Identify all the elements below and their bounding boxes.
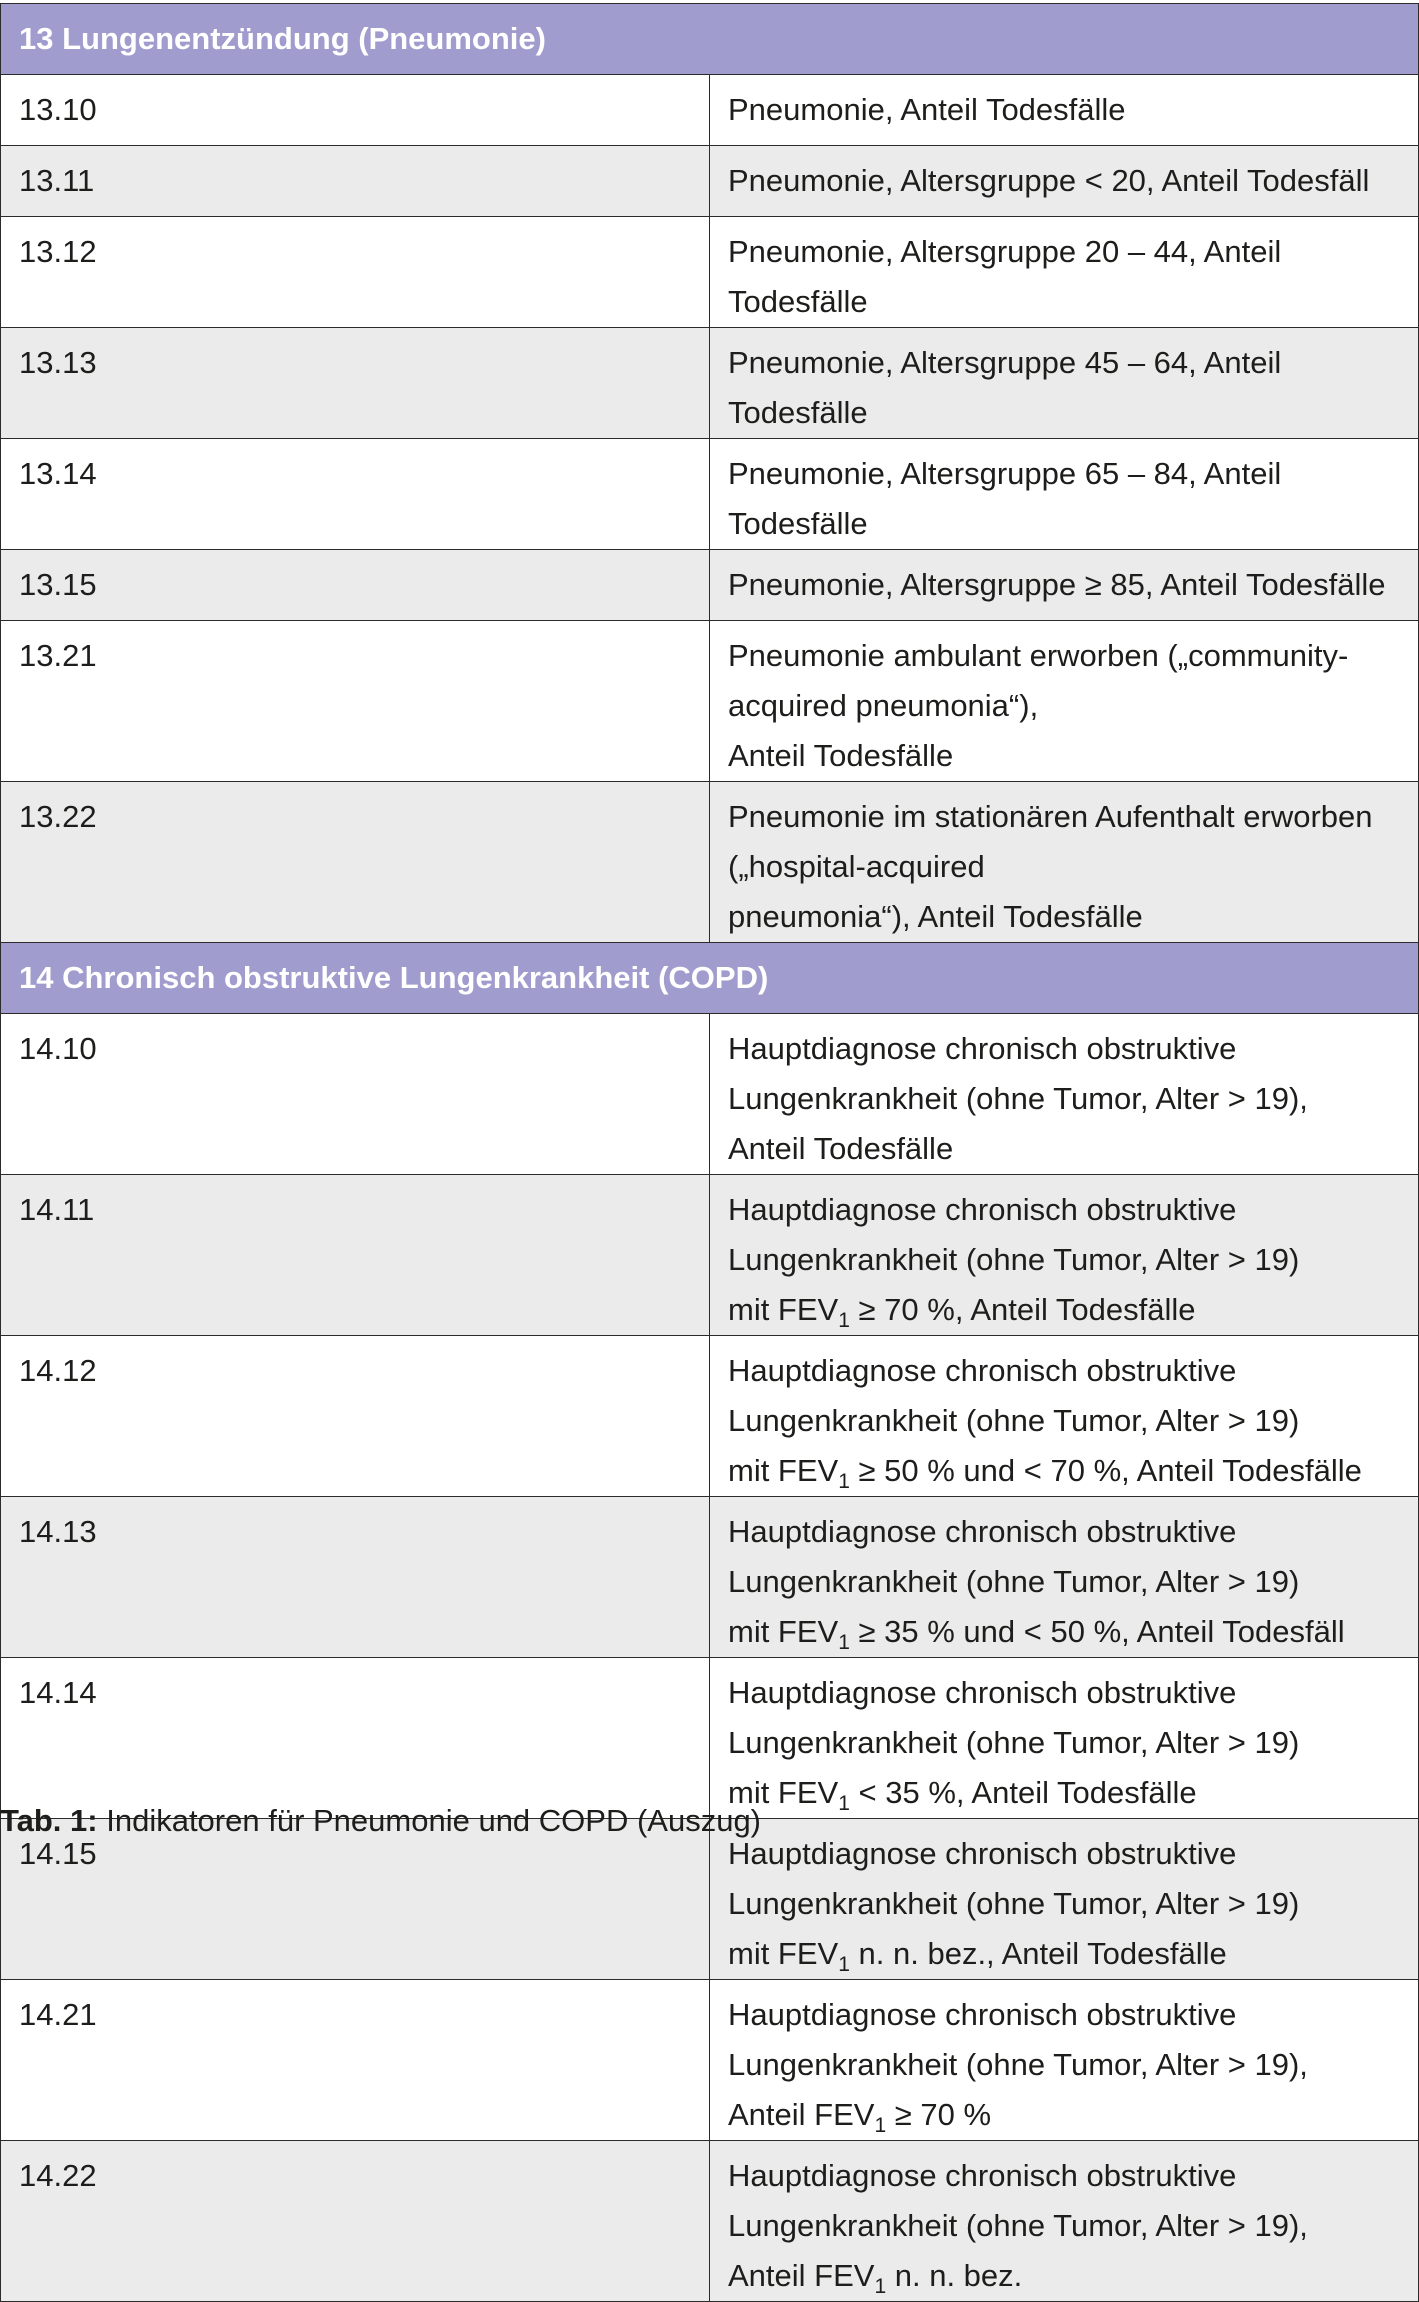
indicator-description [710,621,1419,782]
indicator-description: Pneumonie, Altersgruppe 45 – 64, Anteil Todesfälle [710,328,1419,439]
table-row [1,1980,1419,2141]
fev-prefix: mit FEV [728,1453,839,1488]
description-line-1: Pneumonie im stationären Aufenthalt erworben („hospital-acquired [728,799,1373,884]
description-line-2: pneumonia“), Anteil Todesfälle [728,899,1143,934]
table-row [1,75,1419,146]
indicator-description [710,1658,1419,1819]
fev-suffix: ≥ 50 % und < 70 %, Anteil Todesfälle [849,1453,1362,1488]
caption-label: Tab. 1: [0,1803,98,1838]
indicator-description [710,1980,1419,2141]
caption-text: Indikatoren für Pneumonie und COPD (Auszug) [97,1803,762,1838]
indicator-code: 13.12 [1,217,710,328]
indicator-code: 14.22 [1,2141,710,2302]
table-row [1,328,1419,439]
description-line-1: Hauptdiagnose chronisch obstruktive Lungenkrankheit (ohne Tumor, Alter > 19) [728,1514,1300,1599]
description-line-1: Hauptdiagnose chronisch obstruktive Lungenkrankheit (ohne Tumor, Alter > 19) [728,1353,1300,1438]
indicator-code: 14.13 [1,1497,710,1658]
indicator-table [0,3,1419,2302]
section-title: 13 Lungenentzündung (Pneumonie) [1,4,1419,75]
fev-prefix: Anteil FEV [728,2258,875,2293]
fev-prefix: mit FEV [728,1614,839,1649]
indicator-code: 14.10 [1,1014,710,1175]
table-row [1,782,1419,943]
fev-subscript: 1 [838,1470,850,1493]
indicator-description [710,2141,1419,2302]
description-line-1: Pneumonie ambulant erworben („community-acquired pneumonia“), [728,638,1349,723]
description-line-2 [728,1936,1227,1976]
indicator-code: 13.22 [1,782,710,943]
fev-prefix: mit FEV [728,1936,839,1971]
table-row [1,621,1419,782]
fev-suffix: ≥ 70 %, Anteil Todesfälle [849,1292,1196,1327]
fev-suffix: n. n. bez. [886,2258,1023,2293]
table-row [1,1336,1419,1497]
fev-subscript: 1 [838,1309,850,1332]
fev-prefix: mit FEV [728,1775,839,1810]
indicator-code: 14.21 [1,1980,710,2141]
table-row [1,1175,1419,1336]
table-row [1,217,1419,328]
table-row [1,146,1419,217]
description-line-2 [728,1292,1196,1332]
section-title: 14 Chronisch obstruktive Lungenkrankheit (COPD) [1,943,1419,1014]
description-line-1: Hauptdiagnose chronisch obstruktive Lungenkrankheit (ohne Tumor, Alter > 19) [728,1836,1300,1921]
fev-subscript: 1 [838,1792,850,1815]
indicator-description [710,1175,1419,1336]
description-line-1: Hauptdiagnose chronisch obstruktive Lungenkrankheit (ohne Tumor, Alter > 19) [728,1192,1300,1277]
description-line-2 [728,2097,992,2137]
fev-suffix: < 35 %, Anteil Todesfälle [849,1775,1197,1810]
table-row [1,1014,1419,1175]
indicator-description [710,782,1419,943]
description-line-2 [728,1614,1345,1654]
indicator-code: 13.11 [1,146,710,217]
fev-prefix: Anteil FEV [728,2097,875,2132]
description-line-1: Hauptdiagnose chronisch obstruktive Lungenkrankheit (ohne Tumor, Alter > 19), [728,1997,1308,2082]
description-line-2: Anteil Todesfälle [728,1131,954,1166]
description-line-1: Hauptdiagnose chronisch obstruktive Lungenkrankheit (ohne Tumor, Alter > 19) [728,1675,1300,1760]
description-line-2: Anteil Todesfälle [728,738,954,773]
fev-suffix: ≥ 35 % und < 50 %, Anteil Todesfäll [849,1614,1345,1649]
indicator-description [710,1819,1419,1980]
description-line-2 [728,1775,1197,1815]
indicator-description: Pneumonie, Anteil Todesfälle [710,75,1419,146]
indicator-description: Pneumonie, Altersgruppe ≥ 85, Anteil Todesfälle [710,550,1419,621]
table-row [1,550,1419,621]
indicator-code: 14.11 [1,1175,710,1336]
description-line-2 [728,1453,1362,1493]
indicator-description [710,1014,1419,1175]
table-row [1,2141,1419,2302]
fev-subscript: 1 [838,1953,850,1976]
fev-subscript: 1 [874,2275,887,2298]
indicator-description [710,1497,1419,1658]
indicator-description: Pneumonie, Altersgruppe < 20, Anteil Todesfäll [710,146,1419,217]
indicator-code: 13.14 [1,439,710,550]
fev-subscript: 1 [874,2114,887,2137]
indicator-code: 13.13 [1,328,710,439]
description-line-1: Hauptdiagnose chronisch obstruktive Lungenkrankheit (ohne Tumor, Alter > 19), [728,1031,1308,1116]
fev-subscript: 1 [838,1631,850,1654]
section-header-14 [1,943,1419,1014]
indicator-description: Pneumonie, Altersgruppe 20 – 44, Anteil Todesfälle [710,217,1419,328]
indicator-description [710,1336,1419,1497]
indicator-code: 14.12 [1,1336,710,1497]
indicator-code: 14.14 [1,1658,710,1819]
fev-suffix: ≥ 70 % [886,2097,992,2132]
table-caption [0,1799,761,1843]
table-row [1,439,1419,550]
section-header-13 [1,4,1419,75]
description-line-2 [728,2258,1023,2298]
description-line-1: Hauptdiagnose chronisch obstruktive Lungenkrankheit (ohne Tumor, Alter > 19), [728,2158,1308,2243]
table-row [1,1497,1419,1658]
indicator-code: 13.21 [1,621,710,782]
table-row [1,1658,1419,1819]
indicator-description: Pneumonie, Altersgruppe 65 – 84, Anteil Todesfälle [710,439,1419,550]
indicator-code: 13.15 [1,550,710,621]
indicator-code: 13.10 [1,75,710,146]
fev-suffix: n. n. bez., Anteil Todesfälle [849,1936,1227,1971]
fev-prefix: mit FEV [728,1292,839,1327]
indicator-code: 14.15 [1,1819,710,1980]
